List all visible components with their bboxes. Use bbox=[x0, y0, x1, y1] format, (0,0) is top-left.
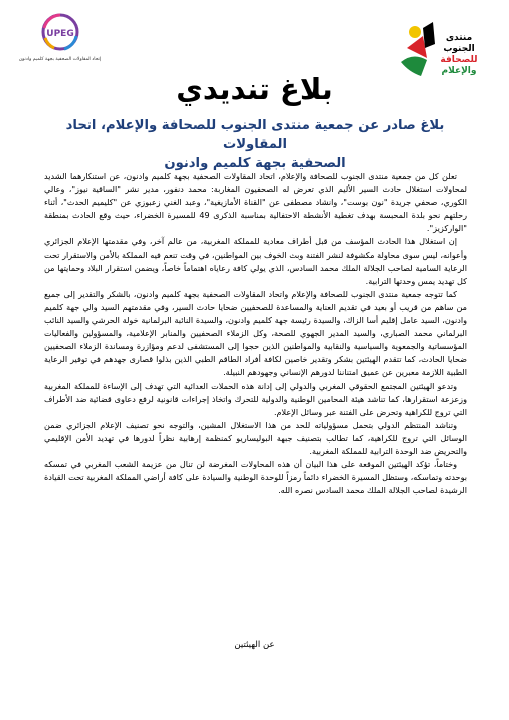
body-paragraph-4: وتدعو الهيئتين المجتمع الحقوقي المغربي والدولي إلى إدانة هذه الحملات العدائية التي تهدف إلى الإساءة للمملكة المغربية وزعزعة استقرارها، كما تناشد هيئة المحامين الوطنية والدولية للتحرك واتخاذ إجراءات قانونية لرفع دعاوى قضائية ضد الأطراف التي تروج للكراهية وتحرض على الفتنة عبر وسائل الإعلام. bbox=[44, 380, 467, 417]
upeg-logo-caption: إتحاد المقاولات الصحفية بجهة كلميم وادنون bbox=[18, 57, 102, 62]
subtitle-line-1: بلاغ صادر عن جمعية منتدى الجنوب للصحافة والإعلام، اتحاد المقاولات bbox=[65, 118, 445, 152]
forum-logo-line3: للصحافة bbox=[440, 55, 478, 65]
signature: عن الهيئتين bbox=[234, 640, 275, 650]
document-subtitle bbox=[40, 116, 470, 173]
document-body bbox=[44, 170, 467, 497]
body-paragraph-1: تعلن كل من جمعية منتدى الجنوب للصحافة والإعلام، اتحاد المقاولات الصحفية بجهة كلميم وادنون، عن استنكارهما الشديد لمحاولات استغلال حادث السير الأليم الذي تعرض له الصحفيون المغاربة: محمد دنفور، مدير نشر "الساقية نيوز"، وعالي الكوري، صحفي جريدة "نون بوست"، وانشاد مصطفى عن "القناة الأمازيغية"، وعبد الغني زعبوزي عن "كليميم الحدث"، أثناء رحلتهم نحو بلدة المحبسة بهدف تغطية الأنشطة الاحتفالية بمناسبة الذكرى 49 للمسيرة الخضراء، حيث وقع الحادث بمنطقة "الواركزيز". bbox=[44, 171, 467, 234]
subtitle-line-2: الصحفية بجهة كلميم وادنون bbox=[164, 156, 346, 171]
body-paragraph-6: وختاماً، تؤكد الهيئتين الموقعة على هذا البيان أن هذه المحاولات المغرضة لن تنال من عزيمة الشعب المغربي في تمسكه بوحدته وتماسكه، وستظل المسيرة الخضراء دائماً رمزاً للوحدة الوطنية والسيادة على كافة أراضي المملكة المغربية تحت القيادة الرشيدة لصاحب الجلالة الملك محمد السادس نصره الله. bbox=[44, 459, 467, 496]
upeg-logo-mark: UPEG bbox=[46, 29, 74, 39]
body-paragraph-2: إن استغلال هذا الحادث المؤسف من قبل أطراف معادية للمملكة المغربية، من عالم آخر، وفي مقدمتها الإعلام الجزائري وأعوانه، ليس سوى محاولة مكشوفة لنشر الفتنة وبث الخوف بين المواطنين، في وقت تنعم فيه المملكة بالأمن والاستقرار تحت الرعاية السامية لصاحب الجلالة الملك محمد السادس، الذي يولي كافة رعاياه اهتماماً خاصاً، ويضمن استقرار البلاد وحمايتها من كل تهديد يمس وحدتها الترابية. bbox=[44, 236, 467, 286]
forum-logo-line2: الجنوب bbox=[443, 44, 475, 54]
forum-logo-line1: منتدى bbox=[445, 33, 473, 43]
body-paragraph-3: كما تتوجه جمعية منتدى الجنوب للصحافة والإعلام واتحاد المقاولات الصحفية بجهة كلميم وادنون، بالشكر والتقدير إلى جميع من ساهم من قريب أو بعيد في تقديم العناية والمساعدة للصحفيين ضحايا حادث السير، وفي مقدمتهم السيد والي جهة كلميم وادنون، السيد عامل إقليم أسا الزاك، والسيدة رئيسة جهة كلميم وادنون، والسيدة النائبة البرلمانية خولة الحرشي والسيد النائب البرلماني محمد الصباري، والسيد المدير الجهوي للصحة، وكل الزملاء الصحفيين والمنابر الإعلامية، والمسؤولين والفعاليات المؤسساتية والجمعوية والسياسية والنقابية والمواطنين الذين حجوا إلى المستشفى لدعم ومؤازرة ومساندة الزملاء الصحفيين ضحايا الحادث، كما تتقدم الهيئتين بشكر وتقدير خاصين لكافة أفراد الطاقم الطبي الذين بذلوا قصارى جهدهم في توفير الرعاية الطبية اللازمة معبرين عن عميق امتناننا لدورهم الإنساني وجهودهم النبيلة. bbox=[44, 288, 467, 378]
document-title: بلاغ تنديدي bbox=[176, 72, 333, 106]
forum-logo-line4: والإعلام bbox=[441, 66, 477, 76]
body-paragraph-5: وتناشد المنتظم الدولي بتحمل مسؤولياته للحد من هذا الاستغلال المشين، والتوجه نحو تصنيف الإعلام الجزائري ضمن الوسائل التي تروج للكراهية، كما تطالب بتصنيف جبهة البوليساريو كمنظمة إرهابية نظراً لدورها في تهديد الأمن الإقليمي والتحريض ضد الوحدة الترابية للمملكة المغربية. bbox=[44, 419, 467, 456]
